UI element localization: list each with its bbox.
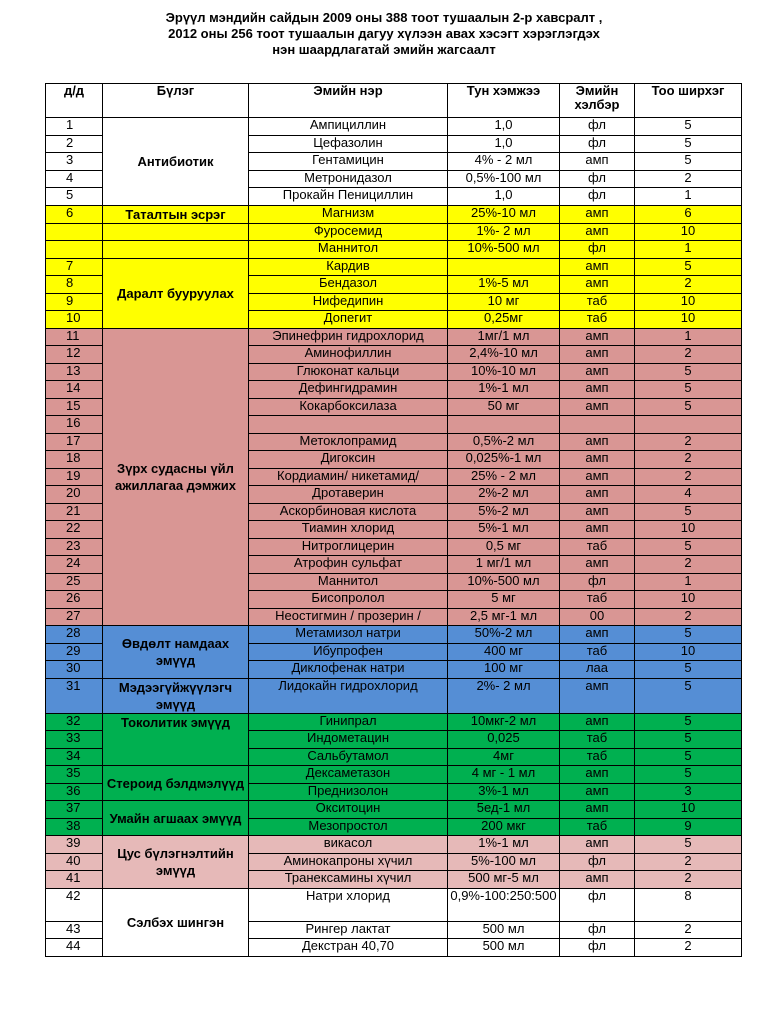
row-number: 27 xyxy=(46,608,103,626)
drug-name: Фуросемид xyxy=(249,223,448,241)
quantity: 1 xyxy=(635,188,742,206)
drug-name: Транексамины хүчил xyxy=(249,871,448,889)
quantity xyxy=(635,416,742,434)
drug-name: Тиамин хлорид xyxy=(249,521,448,539)
table-row xyxy=(46,223,742,241)
drug-form: амп xyxy=(560,836,635,854)
quantity: 5 xyxy=(635,135,742,153)
drug-name: Нитроглицерин xyxy=(249,538,448,556)
quantity: 2 xyxy=(635,170,742,188)
header-form: Эмийн хэлбэр xyxy=(560,84,635,118)
quantity: 5 xyxy=(635,731,742,749)
row-number: 11 xyxy=(46,328,103,346)
group-cell: Цус бүлэгнэлтийн эмүүд xyxy=(103,836,249,889)
drug-form: лаа xyxy=(560,661,635,679)
row-number: 4 xyxy=(46,170,103,188)
header-quantity: Тоо ширхэг xyxy=(635,84,742,118)
drug-name: Гинипрал xyxy=(249,713,448,731)
dose: 10 мг xyxy=(448,293,560,311)
dose: 500 мг-5 мл xyxy=(448,871,560,889)
row-number: 25 xyxy=(46,573,103,591)
dose: 3%-1 мл xyxy=(448,783,560,801)
dose xyxy=(448,416,560,434)
drug-form: амп xyxy=(560,871,635,889)
dose: 400 мг xyxy=(448,643,560,661)
drug-form: фл xyxy=(560,170,635,188)
drug-name xyxy=(249,416,448,434)
row-number: 36 xyxy=(46,783,103,801)
drug-form: амп xyxy=(560,398,635,416)
header-group: Бүлэг xyxy=(103,84,249,118)
row-number: 32 xyxy=(46,713,103,731)
drug-form: таб xyxy=(560,643,635,661)
drug-name: Цефазолин xyxy=(249,135,448,153)
dose: 2,5 мг-1 мл xyxy=(448,608,560,626)
row-number: 29 xyxy=(46,643,103,661)
row-number: 42 xyxy=(46,888,103,921)
drug-form: амп xyxy=(560,626,635,644)
drug-name: Декстран 40,70 xyxy=(249,939,448,957)
drug-form: амп xyxy=(560,363,635,381)
row-number: 7 xyxy=(46,258,103,276)
row-number: 5 xyxy=(46,188,103,206)
drug-form: амп xyxy=(560,503,635,521)
quantity: 10 xyxy=(635,591,742,609)
drug-name: Дротаверин xyxy=(249,486,448,504)
quantity: 5 xyxy=(635,363,742,381)
quantity: 5 xyxy=(635,836,742,854)
quantity: 5 xyxy=(635,381,742,399)
drug-form: амп xyxy=(560,346,635,364)
drug-name: Мезопростол xyxy=(249,818,448,836)
dose: 5%-1 мл xyxy=(448,521,560,539)
drug-form: амп xyxy=(560,783,635,801)
quantity: 2 xyxy=(635,276,742,294)
group-cell: Зүрх судасны үйл ажиллагаа дэмжих xyxy=(103,328,249,626)
row-number xyxy=(46,223,103,241)
dose: 500 мл xyxy=(448,921,560,939)
drug-form: амп xyxy=(560,153,635,171)
dose: 1%-5 мл xyxy=(448,276,560,294)
row-number: 23 xyxy=(46,538,103,556)
drug-name: Атрофин сульфат xyxy=(249,556,448,574)
drug-name: Кордиамин/ никетамид/ xyxy=(249,468,448,486)
row-number: 15 xyxy=(46,398,103,416)
drug-name: Эпинефрин гидрохлорид xyxy=(249,328,448,346)
quantity: 2 xyxy=(635,853,742,871)
drug-name: Ибупрофен xyxy=(249,643,448,661)
drug-form: амп xyxy=(560,381,635,399)
dose: 1%-1 мл xyxy=(448,381,560,399)
row-number: 41 xyxy=(46,871,103,889)
drug-name: Аскорбиновая кислота xyxy=(249,503,448,521)
drug-name: Дексаметазон xyxy=(249,766,448,784)
drug-form: амп xyxy=(560,486,635,504)
dose: 5%-100 мл xyxy=(448,853,560,871)
row-number: 1 xyxy=(46,118,103,136)
dose: 50 мг xyxy=(448,398,560,416)
dose: 100 мг xyxy=(448,661,560,679)
quantity: 5 xyxy=(635,713,742,731)
drug-form: фл xyxy=(560,118,635,136)
table-row xyxy=(46,766,742,784)
drug-name: Бисопролол xyxy=(249,591,448,609)
drug-form: амп xyxy=(560,556,635,574)
dose: 25% - 2 мл xyxy=(448,468,560,486)
row-number: 16 xyxy=(46,416,103,434)
quantity: 10 xyxy=(635,293,742,311)
row-number: 28 xyxy=(46,626,103,644)
row-number: 44 xyxy=(46,939,103,957)
drug-form: фл xyxy=(560,853,635,871)
group-cell xyxy=(103,241,249,259)
table-row xyxy=(46,328,742,346)
table-row xyxy=(46,801,742,819)
table-row xyxy=(46,713,742,731)
quantity: 10 xyxy=(635,521,742,539)
dose: 5 мг xyxy=(448,591,560,609)
table-row xyxy=(46,241,742,259)
dose: 1 мг/1 мл xyxy=(448,556,560,574)
drug-form: амп xyxy=(560,433,635,451)
drug-name: Дефингидрамин xyxy=(249,381,448,399)
table-row xyxy=(46,205,742,223)
quantity: 5 xyxy=(635,766,742,784)
drug-form: амп xyxy=(560,678,635,713)
drug-name: Диклофенак натри xyxy=(249,661,448,679)
quantity: 10 xyxy=(635,643,742,661)
drug-form: таб xyxy=(560,538,635,556)
drug-form: амп xyxy=(560,451,635,469)
drug-form: амп xyxy=(560,205,635,223)
dose: 1,0 xyxy=(448,118,560,136)
document-title xyxy=(0,10,768,58)
row-number: 34 xyxy=(46,748,103,766)
dose: 2%-2 мл xyxy=(448,486,560,504)
drug-name: Дигоксин xyxy=(249,451,448,469)
title-line: нэн шаардлагатай эмийн жагсаалт xyxy=(272,42,496,57)
header-number: д/д xyxy=(46,84,103,118)
row-number: 2 xyxy=(46,135,103,153)
drug-form: таб xyxy=(560,591,635,609)
medicine-table xyxy=(45,83,742,957)
drug-name: Кокарбоксилаза xyxy=(249,398,448,416)
title-line: Эрүүл мэндийн сайдын 2009 оны 388 тоот тушаалын 2-р хавсралт , xyxy=(165,10,603,25)
dose: 0,25мг xyxy=(448,311,560,329)
quantity: 5 xyxy=(635,748,742,766)
drug-name: Аминокапроны хүчил xyxy=(249,853,448,871)
quantity: 2 xyxy=(635,871,742,889)
dose: 10%-10 мл xyxy=(448,363,560,381)
dose: 25%-10 мл xyxy=(448,205,560,223)
drug-name: Индометацин xyxy=(249,731,448,749)
drug-form: амп xyxy=(560,258,635,276)
quantity: 5 xyxy=(635,626,742,644)
drug-form: таб xyxy=(560,311,635,329)
drug-form: амп xyxy=(560,328,635,346)
quantity: 1 xyxy=(635,241,742,259)
drug-name: викасол xyxy=(249,836,448,854)
dose: 50%-2 мл xyxy=(448,626,560,644)
quantity: 5 xyxy=(635,538,742,556)
quantity: 1 xyxy=(635,573,742,591)
quantity: 8 xyxy=(635,888,742,921)
table-row xyxy=(46,118,742,136)
drug-form: таб xyxy=(560,731,635,749)
row-number: 40 xyxy=(46,853,103,871)
quantity: 2 xyxy=(635,346,742,364)
row-number: 38 xyxy=(46,818,103,836)
dose: 1,0 xyxy=(448,188,560,206)
row-number: 35 xyxy=(46,766,103,784)
drug-name: Гентамицин xyxy=(249,153,448,171)
quantity: 5 xyxy=(635,153,742,171)
header-dose: Тун хэмжээ xyxy=(448,84,560,118)
quantity: 5 xyxy=(635,503,742,521)
row-number: 6 xyxy=(46,205,103,223)
table-row xyxy=(46,836,742,854)
drug-form: амп xyxy=(560,468,635,486)
dose: 0,5 мг xyxy=(448,538,560,556)
dose: 1мг/1 мл xyxy=(448,328,560,346)
group-cell: Сэлбэх шингэн xyxy=(103,888,249,956)
drug-form: таб xyxy=(560,293,635,311)
drug-name: Сальбутамол xyxy=(249,748,448,766)
row-number: 24 xyxy=(46,556,103,574)
group-cell: Таталтын эсрэг xyxy=(103,205,249,223)
quantity: 9 xyxy=(635,818,742,836)
dose: 200 мкг xyxy=(448,818,560,836)
quantity: 2 xyxy=(635,433,742,451)
drug-form: таб xyxy=(560,818,635,836)
drug-name: Метамизол натри xyxy=(249,626,448,644)
drug-name: Рингер лактат xyxy=(249,921,448,939)
group-cell: Өвдөлт намдаах эмүүд xyxy=(103,626,249,679)
row-number: 31 xyxy=(46,678,103,713)
drug-name: Прокайн Пенициллин xyxy=(249,188,448,206)
row-number: 20 xyxy=(46,486,103,504)
quantity: 1 xyxy=(635,328,742,346)
header-row xyxy=(46,84,742,118)
drug-name: Окситоцин xyxy=(249,801,448,819)
drug-form: амп xyxy=(560,276,635,294)
row-number: 43 xyxy=(46,921,103,939)
drug-form: фл xyxy=(560,135,635,153)
dose: 10мкг-2 мл xyxy=(448,713,560,731)
group-cell: Антибиотик xyxy=(103,118,249,206)
quantity: 5 xyxy=(635,678,742,713)
drug-name: Глюконат кальци xyxy=(249,363,448,381)
drug-form: амп xyxy=(560,521,635,539)
row-number: 14 xyxy=(46,381,103,399)
dose: 1%-1 мл xyxy=(448,836,560,854)
drug-form: фл xyxy=(560,921,635,939)
group-cell: Мэдээгүйжүүлэгч эмүүд xyxy=(103,678,249,713)
drug-name: Преднизолон xyxy=(249,783,448,801)
quantity: 2 xyxy=(635,468,742,486)
drug-name: Неостигмин / прозерин / xyxy=(249,608,448,626)
group-cell: Умайн агшаах эмүүд xyxy=(103,801,249,836)
row-number: 13 xyxy=(46,363,103,381)
quantity: 6 xyxy=(635,205,742,223)
row-number: 8 xyxy=(46,276,103,294)
group-cell: Стероид бэлдмэлүүд xyxy=(103,766,249,801)
drug-form: амп xyxy=(560,766,635,784)
dose: 0,5%-2 мл xyxy=(448,433,560,451)
dose: 5ед-1 мл xyxy=(448,801,560,819)
drug-name: Магнизм xyxy=(249,205,448,223)
drug-name: Маннитол xyxy=(249,241,448,259)
group-cell: Токолитик эмүүд xyxy=(103,713,249,766)
dose: 1%- 2 мл xyxy=(448,223,560,241)
quantity: 3 xyxy=(635,783,742,801)
quantity: 5 xyxy=(635,258,742,276)
drug-name: Бендазол xyxy=(249,276,448,294)
dose: 1,0 xyxy=(448,135,560,153)
drug-form xyxy=(560,416,635,434)
group-cell: Даралт бууруулах xyxy=(103,258,249,328)
drug-form: фл xyxy=(560,939,635,957)
quantity: 2 xyxy=(635,921,742,939)
dose: 10%-500 мл xyxy=(448,241,560,259)
dose: 10%-500 мл xyxy=(448,573,560,591)
row-number: 9 xyxy=(46,293,103,311)
quantity: 2 xyxy=(635,939,742,957)
dose: 0,025 xyxy=(448,731,560,749)
table-row xyxy=(46,258,742,276)
dose: 2%- 2 мл xyxy=(448,678,560,713)
drug-name: Аминофиллин xyxy=(249,346,448,364)
dose: 0,025%-1 мл xyxy=(448,451,560,469)
table-row xyxy=(46,626,742,644)
quantity: 10 xyxy=(635,801,742,819)
drug-name: Нифедипин xyxy=(249,293,448,311)
row-number: 19 xyxy=(46,468,103,486)
quantity: 5 xyxy=(635,118,742,136)
dose xyxy=(448,258,560,276)
dose: 2,4%-10 мл xyxy=(448,346,560,364)
drug-form: фл xyxy=(560,573,635,591)
drug-form: таб xyxy=(560,748,635,766)
dose: 4 мг - 1 мл xyxy=(448,766,560,784)
row-number: 37 xyxy=(46,801,103,819)
drug-name: Метронидазол xyxy=(249,170,448,188)
quantity: 5 xyxy=(635,661,742,679)
dose: 0,9%-100:250:500 xyxy=(448,888,560,921)
row-number: 30 xyxy=(46,661,103,679)
drug-name: Маннитол xyxy=(249,573,448,591)
row-number: 26 xyxy=(46,591,103,609)
drug-form: 00 xyxy=(560,608,635,626)
drug-name: Натри хлорид xyxy=(249,888,448,921)
drug-form: амп xyxy=(560,713,635,731)
drug-name: Кардив xyxy=(249,258,448,276)
row-number: 10 xyxy=(46,311,103,329)
dose: 0,5%-100 мл xyxy=(448,170,560,188)
table-row xyxy=(46,678,742,713)
row-number: 21 xyxy=(46,503,103,521)
drug-name: Ампициллин xyxy=(249,118,448,136)
dose: 4% - 2 мл xyxy=(448,153,560,171)
row-number: 18 xyxy=(46,451,103,469)
quantity: 5 xyxy=(635,398,742,416)
row-number: 22 xyxy=(46,521,103,539)
row-number: 3 xyxy=(46,153,103,171)
quantity: 10 xyxy=(635,223,742,241)
row-number: 17 xyxy=(46,433,103,451)
row-number: 33 xyxy=(46,731,103,749)
row-number: 12 xyxy=(46,346,103,364)
row-number xyxy=(46,241,103,259)
title-line: 2012 оны 256 тоот тушаалын дагуу хүлээн авах хэсэгт хэрэглэгдэх xyxy=(168,26,600,41)
drug-name: Допегит xyxy=(249,311,448,329)
quantity: 2 xyxy=(635,608,742,626)
dose: 5%-2 мл xyxy=(448,503,560,521)
drug-form: фл xyxy=(560,188,635,206)
dose: 4мг xyxy=(448,748,560,766)
drug-form: фл xyxy=(560,888,635,921)
drug-form: амп xyxy=(560,801,635,819)
drug-form: амп xyxy=(560,223,635,241)
table-body xyxy=(46,118,742,957)
drug-name: Метоклопрамид xyxy=(249,433,448,451)
row-number: 39 xyxy=(46,836,103,854)
dose: 500 мл xyxy=(448,939,560,957)
group-cell xyxy=(103,223,249,241)
drug-name: Лидокайн гидрохлорид xyxy=(249,678,448,713)
quantity: 2 xyxy=(635,556,742,574)
drug-form: фл xyxy=(560,241,635,259)
table-row xyxy=(46,888,742,921)
quantity: 10 xyxy=(635,311,742,329)
quantity: 2 xyxy=(635,451,742,469)
quantity: 4 xyxy=(635,486,742,504)
header-drug-name: Эмийн нэр xyxy=(249,84,448,118)
